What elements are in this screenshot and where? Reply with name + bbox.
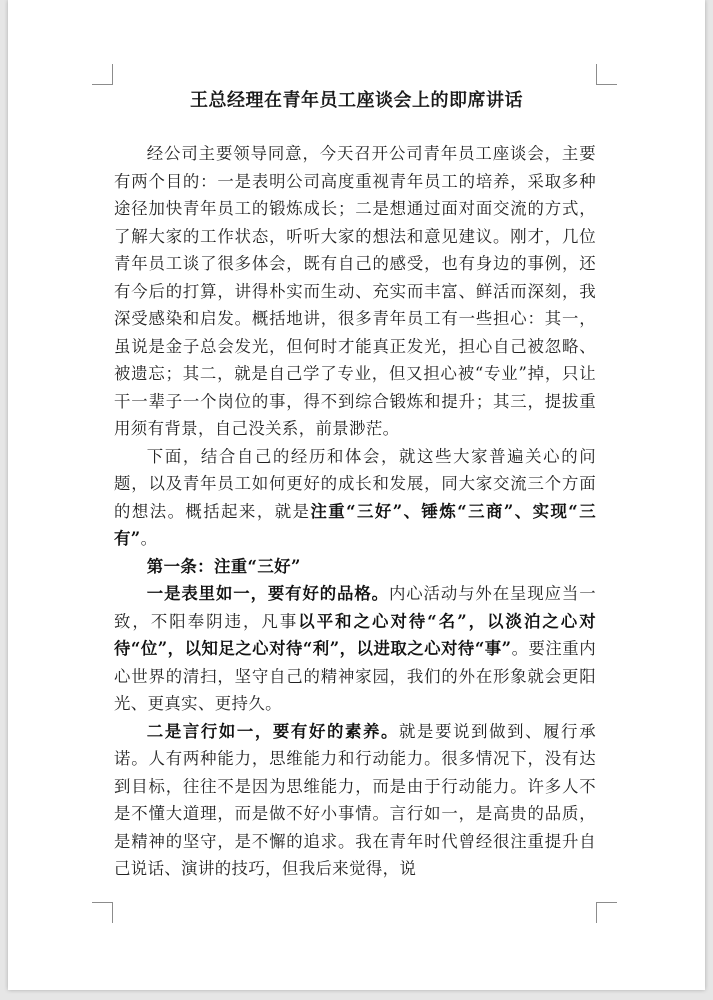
point-1-text-end: 。要注重内心世界的清扫，坚守自己的精神家园，我们的外在形象就会更阳光、更真实、更持久。	[114, 639, 596, 713]
point-1-emphasis: 以平和之心对待“名”，以淡泊之心对待“位”，以知足之心对待“利”，以进取之心对待“事”	[114, 611, 597, 658]
point-2-title: 二是言行如一，要有好的素养。	[146, 721, 400, 741]
point-2-text: 就是要说到做到、履行承诺。人有两种能力，思维能力和行动能力。很多情况下，没有达到目标，往往不是因为思维能力，而是由于行动能力。许多人不是不懂大道理，而是做不好小事情。言行如一，是高贵的品质，是精神的坚守，是不懈的追求。我在青年时代曾经很注重提升自己说话、演讲的技巧，但我后来觉得，说	[114, 721, 596, 878]
paragraph-point-1	[114, 580, 596, 718]
overview-end: 。	[140, 529, 158, 548]
point-1-text: 内心活动与外在呈现应当一致，不阳奉阴违，凡事	[114, 584, 596, 631]
document-body	[114, 140, 596, 883]
overview-emphasis: 注重“三好”、锤炼“三商”、实现“三有”	[114, 501, 596, 548]
point-1-title: 一是表里如一，要有好的品格。	[146, 584, 389, 603]
document-title: 王总经理在青年员工座谈会上的即席讲话	[190, 90, 523, 111]
margin-mark-bottom-left	[92, 902, 113, 923]
paragraph-point-2	[114, 718, 596, 883]
paragraph-intro: 经公司主要领导同意，今天召开公司青年员工座谈会，主要有两个目的：一是表明公司高度重视青年员工的培养，采取多种途径加快青年员工的锻炼成长；二是想通过面对面交流的方式，了解大家的工作状态，听听大家的想法和意见建议。刚才，几位青年员工谈了很多体会，既有自己的感受，也有身边的事例，还有今后的打算，讲得朴实而生动、充实而丰富、鲜活而深刻，我深受感染和启发。概括地讲，很多青年员工有一些担心：其一，虽说是金子总会发光，但何时才能真正发光，担心自己被忽略、被遗忘；其二，就是自己学了专业，但又担心被“专业”掉，只让干一辈子一个岗位的事，得不到综合锻炼和提升；其三，提拔重用须有背景，自己没关系，前景渺茫。	[114, 144, 596, 438]
margin-mark-bottom-right	[596, 902, 617, 923]
margin-mark-top-right	[596, 64, 617, 85]
paragraph-overview	[114, 443, 596, 553]
overview-text: 下面，结合自己的经历和体会，就这些大家普遍关心的问题，以及青年员工如何更好的成长和发展，同大家交流三个方面的想法。概括起来，就是	[114, 446, 596, 521]
section-heading-1	[114, 553, 596, 581]
margin-mark-top-left	[92, 64, 113, 85]
section-heading-1-text: 第一条：注重“三好”	[146, 556, 301, 576]
